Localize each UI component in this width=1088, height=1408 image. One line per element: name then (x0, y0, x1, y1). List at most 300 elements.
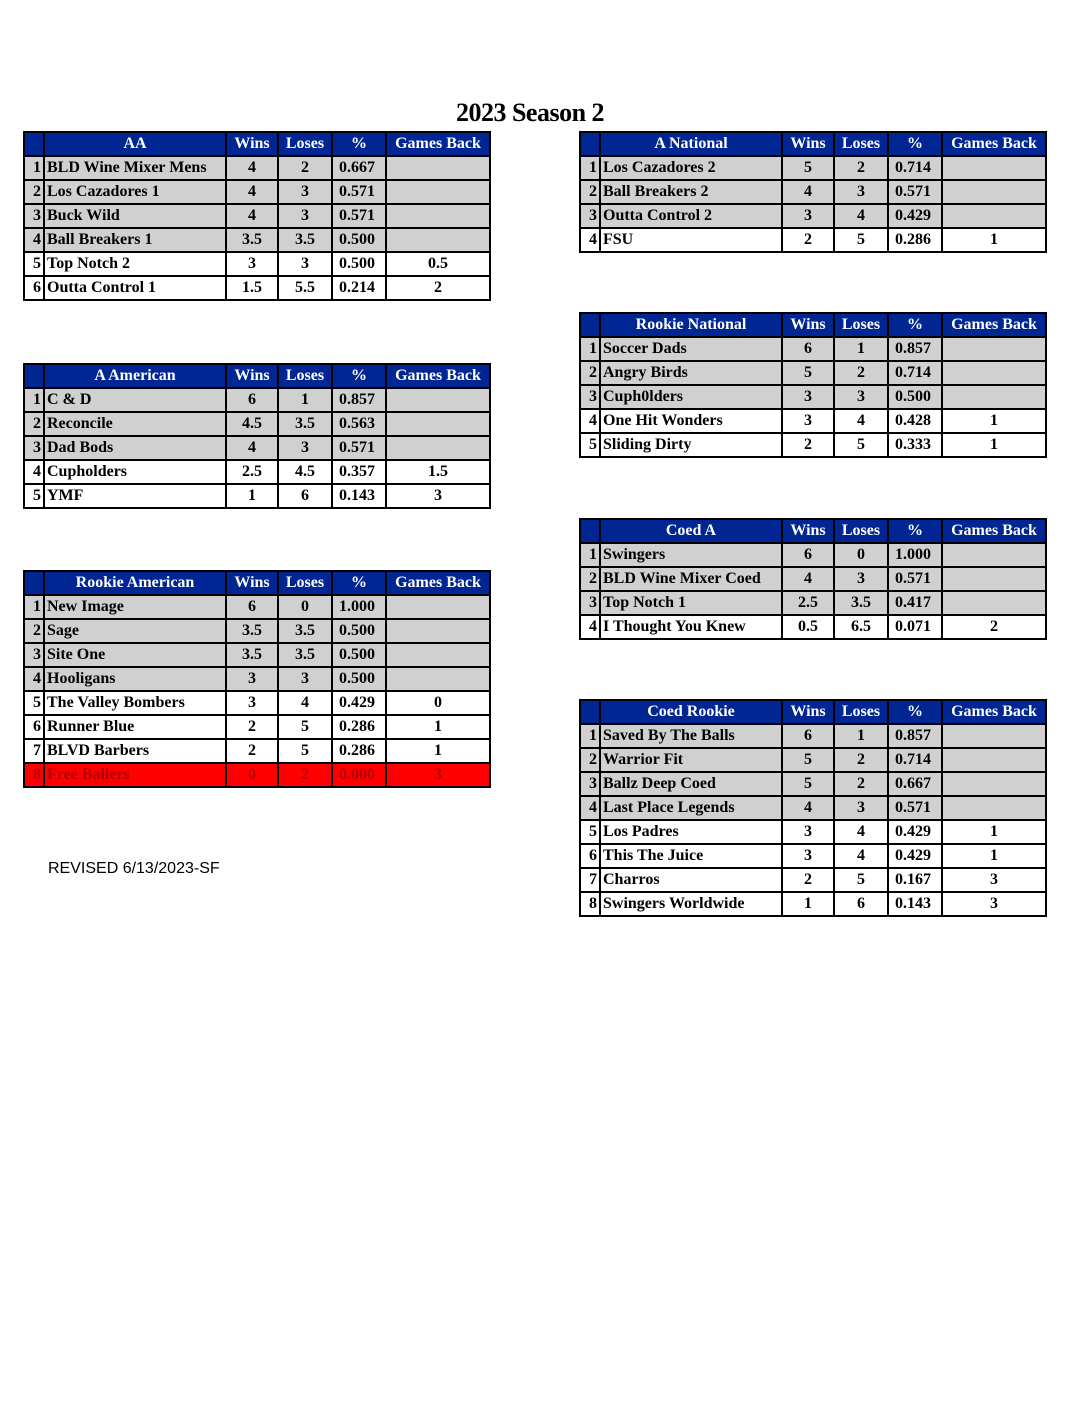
table-row (580, 868, 1046, 892)
table-row (580, 615, 1046, 639)
pct-cell: 0.286 (332, 739, 386, 763)
rank-cell: 5 (580, 433, 600, 457)
team-name-cell: BLVD Barbers (44, 739, 226, 763)
rank-cell: 4 (580, 228, 600, 252)
pct-cell: 0.500 (332, 252, 386, 276)
pct-cell: 0.857 (332, 388, 386, 412)
team-name-cell: Saved By The Balls (600, 724, 782, 748)
table-row (580, 385, 1046, 409)
games-back-cell (386, 667, 490, 691)
loses-cell: 2 (834, 772, 888, 796)
wins-cell: 3 (782, 844, 834, 868)
pct-cell: 0.571 (888, 796, 942, 820)
wins-cell: 4 (226, 204, 278, 228)
wins-cell: 3 (226, 691, 278, 715)
rank-cell: 2 (580, 361, 600, 385)
table-row (24, 204, 490, 228)
team-name-cell: One Hit Wonders (600, 409, 782, 433)
loses-cell: 2 (278, 156, 332, 180)
games-back-cell (942, 567, 1046, 591)
loses-cell: 6 (278, 484, 332, 508)
loses-cell: 5 (278, 715, 332, 739)
games-back-cell (386, 204, 490, 228)
wins-cell: 4 (782, 796, 834, 820)
games-back-cell (942, 156, 1046, 180)
rank-cell: 8 (580, 892, 600, 916)
table-header-row (24, 571, 490, 595)
games-back-cell: 2 (386, 276, 490, 300)
team-name-cell: YMF (44, 484, 226, 508)
team-name-cell: Cuph0lders (600, 385, 782, 409)
pct-header: % (888, 700, 942, 724)
loses-cell: 3 (278, 204, 332, 228)
loses-cell: 3.5 (278, 619, 332, 643)
revised-note: REVISED 6/13/2023-SF (48, 860, 220, 877)
wins-header: Wins (226, 571, 278, 595)
rank-cell: 5 (24, 484, 44, 508)
wins-cell: 2.5 (782, 591, 834, 615)
loses-cell: 5.5 (278, 276, 332, 300)
loses-cell: 6 (834, 892, 888, 916)
pct-cell: 0.500 (332, 228, 386, 252)
rank-cell: 4 (580, 409, 600, 433)
loses-cell: 5 (834, 433, 888, 457)
table-row (24, 460, 490, 484)
team-name-cell: C & D (44, 388, 226, 412)
games-back-cell (386, 595, 490, 619)
team-name-cell: Swingers Worldwide (600, 892, 782, 916)
wins-cell: 3 (782, 204, 834, 228)
wins-header: Wins (226, 364, 278, 388)
pct-cell: 1.000 (332, 595, 386, 619)
games-back-cell: 1 (942, 844, 1046, 868)
wins-cell: 3 (782, 409, 834, 433)
pct-cell: 0.857 (888, 337, 942, 361)
games-back-cell: 1 (386, 715, 490, 739)
rank-cell: 4 (24, 228, 44, 252)
table-row (580, 180, 1046, 204)
division-name: Rookie National (600, 313, 782, 337)
games-back-cell (942, 361, 1046, 385)
loses-cell: 0 (278, 595, 332, 619)
standings-table-aa (23, 131, 491, 301)
games-back-cell: 3 (942, 868, 1046, 892)
pct-cell: 0.429 (888, 820, 942, 844)
games-back-cell (386, 156, 490, 180)
wins-cell: 3.5 (226, 643, 278, 667)
table-row (580, 543, 1046, 567)
pct-cell: 0.000 (332, 763, 386, 787)
loses-cell: 4.5 (278, 460, 332, 484)
team-name-cell: Hooligans (44, 667, 226, 691)
pct-cell: 0.428 (888, 409, 942, 433)
loses-cell: 4 (834, 409, 888, 433)
games-back-header: Games Back (942, 519, 1046, 543)
team-name-cell: I Thought You Knew (600, 615, 782, 639)
pct-header: % (888, 313, 942, 337)
team-name-cell: Ball Breakers 1 (44, 228, 226, 252)
games-back-header: Games Back (942, 313, 1046, 337)
table-row (24, 412, 490, 436)
table-row (580, 204, 1046, 228)
rank-cell: 3 (580, 204, 600, 228)
wins-cell: 6 (782, 337, 834, 361)
team-name-cell: Outta Control 2 (600, 204, 782, 228)
games-back-cell (942, 724, 1046, 748)
wins-cell: 6 (782, 724, 834, 748)
loses-cell: 6.5 (834, 615, 888, 639)
table-row (580, 156, 1046, 180)
pct-cell: 0.571 (888, 567, 942, 591)
rank-header (580, 132, 600, 156)
wins-cell: 5 (782, 748, 834, 772)
games-back-cell (942, 796, 1046, 820)
games-back-cell: 1 (942, 409, 1046, 433)
loses-header: Loses (278, 364, 332, 388)
games-back-cell (942, 337, 1046, 361)
wins-cell: 4 (226, 156, 278, 180)
pct-cell: 0.286 (888, 228, 942, 252)
table-row (580, 361, 1046, 385)
loses-cell: 3.5 (834, 591, 888, 615)
pct-cell: 0.563 (332, 412, 386, 436)
loses-header: Loses (278, 571, 332, 595)
rank-cell: 1 (580, 724, 600, 748)
games-back-cell (386, 643, 490, 667)
loses-cell: 3 (834, 796, 888, 820)
wins-cell: 6 (782, 543, 834, 567)
loses-header: Loses (834, 313, 888, 337)
pct-cell: 0.571 (332, 180, 386, 204)
page-title: 2023 Season 2 (455, 98, 605, 127)
rank-cell: 2 (24, 619, 44, 643)
team-name-cell: Swingers (600, 543, 782, 567)
table-row (24, 388, 490, 412)
loses-cell: 3 (834, 567, 888, 591)
rank-cell: 3 (580, 772, 600, 796)
pct-header: % (888, 132, 942, 156)
games-back-cell: 1 (942, 820, 1046, 844)
loses-cell: 3.5 (278, 228, 332, 252)
wins-header: Wins (782, 519, 834, 543)
team-name-cell: Top Notch 2 (44, 252, 226, 276)
games-back-cell (386, 228, 490, 252)
pct-cell: 0.429 (888, 844, 942, 868)
pct-cell: 0.500 (332, 643, 386, 667)
team-name-cell: Free Ballers (44, 763, 226, 787)
games-back-cell (942, 385, 1046, 409)
table-header-row (580, 700, 1046, 724)
table-header-row (24, 132, 490, 156)
loses-cell: 5 (834, 868, 888, 892)
table-row (24, 619, 490, 643)
table-row (24, 180, 490, 204)
table-row (24, 595, 490, 619)
wins-cell: 1 (226, 484, 278, 508)
loses-cell: 4 (834, 204, 888, 228)
wins-cell: 5 (782, 156, 834, 180)
rank-cell: 3 (580, 591, 600, 615)
games-back-cell (942, 204, 1046, 228)
games-back-cell (386, 619, 490, 643)
games-back-cell (942, 772, 1046, 796)
team-name-cell: Ball Breakers 2 (600, 180, 782, 204)
rank-cell: 2 (24, 180, 44, 204)
team-name-cell: Los Padres (600, 820, 782, 844)
games-back-cell (942, 748, 1046, 772)
wins-header: Wins (782, 313, 834, 337)
rank-cell: 6 (24, 715, 44, 739)
rank-cell: 4 (580, 796, 600, 820)
wins-cell: 0.5 (782, 615, 834, 639)
team-name-cell: Soccer Dads (600, 337, 782, 361)
rank-cell: 5 (24, 691, 44, 715)
division-name: A American (44, 364, 226, 388)
pct-header: % (332, 364, 386, 388)
games-back-cell (386, 412, 490, 436)
rank-cell: 1 (24, 156, 44, 180)
games-back-header: Games Back (942, 700, 1046, 724)
wins-cell: 0 (226, 763, 278, 787)
standings-table-rookie-national (579, 312, 1047, 458)
loses-header: Loses (834, 519, 888, 543)
table-header-row (24, 364, 490, 388)
table-row (24, 691, 490, 715)
loses-cell: 2 (278, 763, 332, 787)
pct-cell: 0.500 (332, 619, 386, 643)
pct-cell: 0.429 (332, 691, 386, 715)
loses-cell: 3 (278, 180, 332, 204)
division-name: Coed A (600, 519, 782, 543)
games-back-header: Games Back (386, 364, 490, 388)
games-back-cell: 0.5 (386, 252, 490, 276)
games-back-cell: 3 (386, 484, 490, 508)
table-row (24, 436, 490, 460)
table-row (24, 715, 490, 739)
pct-header: % (332, 571, 386, 595)
games-back-header: Games Back (386, 571, 490, 595)
standings-table-a-american (23, 363, 491, 509)
rank-header (24, 364, 44, 388)
team-name-cell: Top Notch 1 (600, 591, 782, 615)
wins-cell: 2.5 (226, 460, 278, 484)
pct-cell: 0.500 (888, 385, 942, 409)
standings-table-coed-rookie (579, 699, 1047, 917)
games-back-cell (942, 543, 1046, 567)
team-name-cell: Warrior Fit (600, 748, 782, 772)
team-name-cell: Outta Control 1 (44, 276, 226, 300)
wins-cell: 4 (226, 180, 278, 204)
wins-cell: 2 (226, 715, 278, 739)
wins-cell: 1.5 (226, 276, 278, 300)
table-row (24, 643, 490, 667)
pct-cell: 0.714 (888, 156, 942, 180)
standings-table-a-national (579, 131, 1047, 253)
games-back-cell: 1 (386, 739, 490, 763)
wins-cell: 5 (782, 361, 834, 385)
rank-header (580, 519, 600, 543)
table-row (580, 796, 1046, 820)
games-back-cell: 1 (942, 228, 1046, 252)
rank-cell: 1 (580, 543, 600, 567)
wins-cell: 4 (782, 567, 834, 591)
rank-header (580, 313, 600, 337)
team-name-cell: Site One (44, 643, 226, 667)
loses-cell: 5 (278, 739, 332, 763)
standings-table-rookie-american (23, 570, 491, 788)
rank-cell: 3 (580, 385, 600, 409)
pct-header: % (888, 519, 942, 543)
table-header-row (580, 519, 1046, 543)
pct-cell: 0.500 (332, 667, 386, 691)
rank-cell: 6 (580, 844, 600, 868)
wins-header: Wins (226, 132, 278, 156)
pct-cell: 0.429 (888, 204, 942, 228)
team-name-cell: This The Juice (600, 844, 782, 868)
table-row (580, 772, 1046, 796)
pct-cell: 0.667 (332, 156, 386, 180)
loses-cell: 3 (834, 180, 888, 204)
table-row (580, 844, 1046, 868)
loses-cell: 3 (278, 436, 332, 460)
wins-header: Wins (782, 132, 834, 156)
team-name-cell: The Valley Bombers (44, 691, 226, 715)
wins-header: Wins (782, 700, 834, 724)
rank-cell: 4 (24, 667, 44, 691)
rank-cell: 4 (580, 615, 600, 639)
team-name-cell: Buck Wild (44, 204, 226, 228)
loses-cell: 4 (834, 844, 888, 868)
loses-cell: 5 (834, 228, 888, 252)
wins-cell: 6 (226, 388, 278, 412)
table-row (24, 228, 490, 252)
loses-cell: 3 (278, 667, 332, 691)
rank-cell: 4 (24, 460, 44, 484)
rank-cell: 3 (24, 204, 44, 228)
division-name: AA (44, 132, 226, 156)
table-row (580, 892, 1046, 916)
loses-cell: 3 (278, 252, 332, 276)
pct-cell: 0.143 (332, 484, 386, 508)
pct-cell: 0.571 (332, 204, 386, 228)
loses-cell: 1 (278, 388, 332, 412)
games-back-cell: 0 (386, 691, 490, 715)
games-back-cell (386, 388, 490, 412)
table-row (24, 156, 490, 180)
table-row (580, 433, 1046, 457)
pct-cell: 0.571 (332, 436, 386, 460)
rank-cell: 1 (580, 156, 600, 180)
games-back-cell: 3 (942, 892, 1046, 916)
games-back-cell (942, 591, 1046, 615)
division-name: A National (600, 132, 782, 156)
pct-cell: 0.333 (888, 433, 942, 457)
games-back-cell: 3 (386, 763, 490, 787)
division-name: Rookie American (44, 571, 226, 595)
pct-cell: 0.357 (332, 460, 386, 484)
team-name-cell: Last Place Legends (600, 796, 782, 820)
table-row (580, 820, 1046, 844)
wins-cell: 3 (226, 252, 278, 276)
games-back-header: Games Back (942, 132, 1046, 156)
loses-cell: 2 (834, 361, 888, 385)
team-name-cell: Runner Blue (44, 715, 226, 739)
pct-cell: 1.000 (888, 543, 942, 567)
rank-cell: 1 (24, 595, 44, 619)
loses-cell: 2 (834, 748, 888, 772)
table-row (24, 763, 490, 787)
wins-cell: 4 (782, 180, 834, 204)
loses-cell: 3 (834, 385, 888, 409)
pct-header: % (332, 132, 386, 156)
loses-cell: 2 (834, 156, 888, 180)
division-name: Coed Rookie (600, 700, 782, 724)
wins-cell: 2 (782, 228, 834, 252)
table-row (580, 228, 1046, 252)
team-name-cell: Ballz Deep Coed (600, 772, 782, 796)
standings-table-coed-a (579, 518, 1047, 640)
wins-cell: 4.5 (226, 412, 278, 436)
pct-cell: 0.667 (888, 772, 942, 796)
pct-cell: 0.714 (888, 361, 942, 385)
wins-cell: 3 (782, 385, 834, 409)
loses-cell: 1 (834, 724, 888, 748)
table-row (24, 667, 490, 691)
table-row (580, 748, 1046, 772)
team-name-cell: Dad Bods (44, 436, 226, 460)
table-row (24, 739, 490, 763)
team-name-cell: FSU (600, 228, 782, 252)
games-back-cell (942, 180, 1046, 204)
rank-cell: 3 (24, 643, 44, 667)
team-name-cell: Charros (600, 868, 782, 892)
rank-cell: 5 (24, 252, 44, 276)
table-row (580, 567, 1046, 591)
team-name-cell: Los Cazadores 2 (600, 156, 782, 180)
wins-cell: 1 (782, 892, 834, 916)
pct-cell: 0.857 (888, 724, 942, 748)
team-name-cell: Los Cazadores 1 (44, 180, 226, 204)
wins-cell: 2 (782, 868, 834, 892)
team-name-cell: Cupholders (44, 460, 226, 484)
wins-cell: 4 (226, 436, 278, 460)
rank-cell: 2 (580, 180, 600, 204)
pct-cell: 0.571 (888, 180, 942, 204)
loses-header: Loses (278, 132, 332, 156)
pct-cell: 0.167 (888, 868, 942, 892)
team-name-cell: Sage (44, 619, 226, 643)
table-row (24, 276, 490, 300)
loses-cell: 0 (834, 543, 888, 567)
team-name-cell: BLD Wine Mixer Mens (44, 156, 226, 180)
wins-cell: 3 (782, 820, 834, 844)
rank-cell: 2 (24, 412, 44, 436)
wins-cell: 3.5 (226, 228, 278, 252)
wins-cell: 5 (782, 772, 834, 796)
games-back-cell (386, 180, 490, 204)
games-back-cell: 1.5 (386, 460, 490, 484)
wins-cell: 3 (226, 667, 278, 691)
pct-cell: 0.417 (888, 591, 942, 615)
loses-cell: 3.5 (278, 412, 332, 436)
loses-cell: 4 (278, 691, 332, 715)
table-header-row (580, 132, 1046, 156)
table-row (580, 409, 1046, 433)
wins-cell: 2 (782, 433, 834, 457)
rank-cell: 6 (24, 276, 44, 300)
pct-cell: 0.214 (332, 276, 386, 300)
table-row (24, 484, 490, 508)
